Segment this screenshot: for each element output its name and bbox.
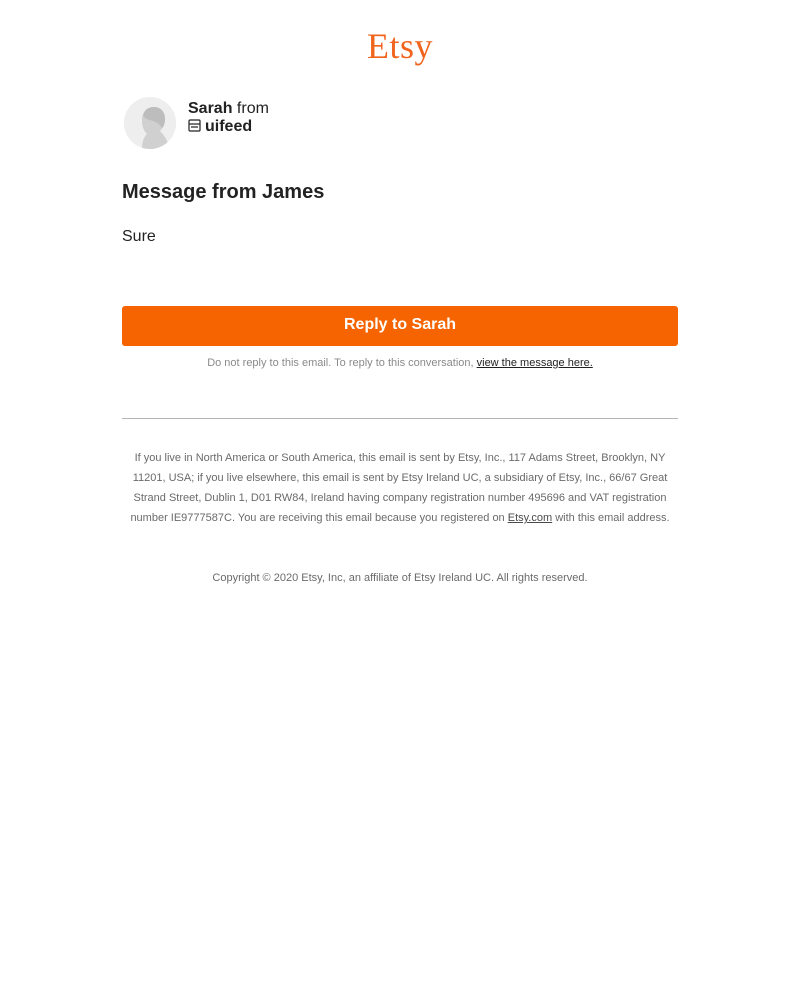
legal-text: If you live in North America or South America, this email is sent by Etsy, Inc., 117 Adams Street, Brooklyn, NY 11201, USA; if you live elsewhere, this email is sent by Etsy Ireland UC, a subsidiary of Etsy, Inc., 66/67 Great Strand Street, Dublin 1, D01 RW84, Ireland having company registration number 495696 and VAT registration number IE9777587C. You are receiving this email because you registered on [130, 452, 668, 524]
divider [122, 418, 678, 419]
shop-line[interactable] [188, 118, 488, 137]
message-heading: Message from James [122, 181, 325, 203]
reply-note-text: Do not reply to this email. To reply to this conversation, [207, 357, 477, 369]
person-silhouette-icon [124, 97, 176, 149]
reply-note [122, 356, 678, 370]
sender-from-label: from [236, 100, 269, 117]
legal-notice [130, 448, 670, 528]
view-message-link[interactable]: view the message here. [476, 357, 593, 369]
shop-name-link[interactable]: uifeed [205, 118, 253, 135]
sender-info [188, 100, 488, 137]
avatar [124, 97, 176, 149]
copyright: Copyright © 2020 Etsy, Inc, an affiliate of Etsy Ireland UC. All rights reserved. [212, 572, 588, 584]
reply-button[interactable]: Reply to Sarah [122, 306, 678, 346]
etsy-logo[interactable]: Etsy [366, 26, 433, 66]
message-body: Sure [122, 228, 156, 245]
sender-name: Sarah [188, 100, 233, 117]
etsy-com-link[interactable]: Etsy.com [507, 512, 553, 524]
shop-icon [188, 119, 201, 137]
sender-line [188, 100, 488, 118]
legal-suffix: with this email address. [552, 512, 670, 524]
